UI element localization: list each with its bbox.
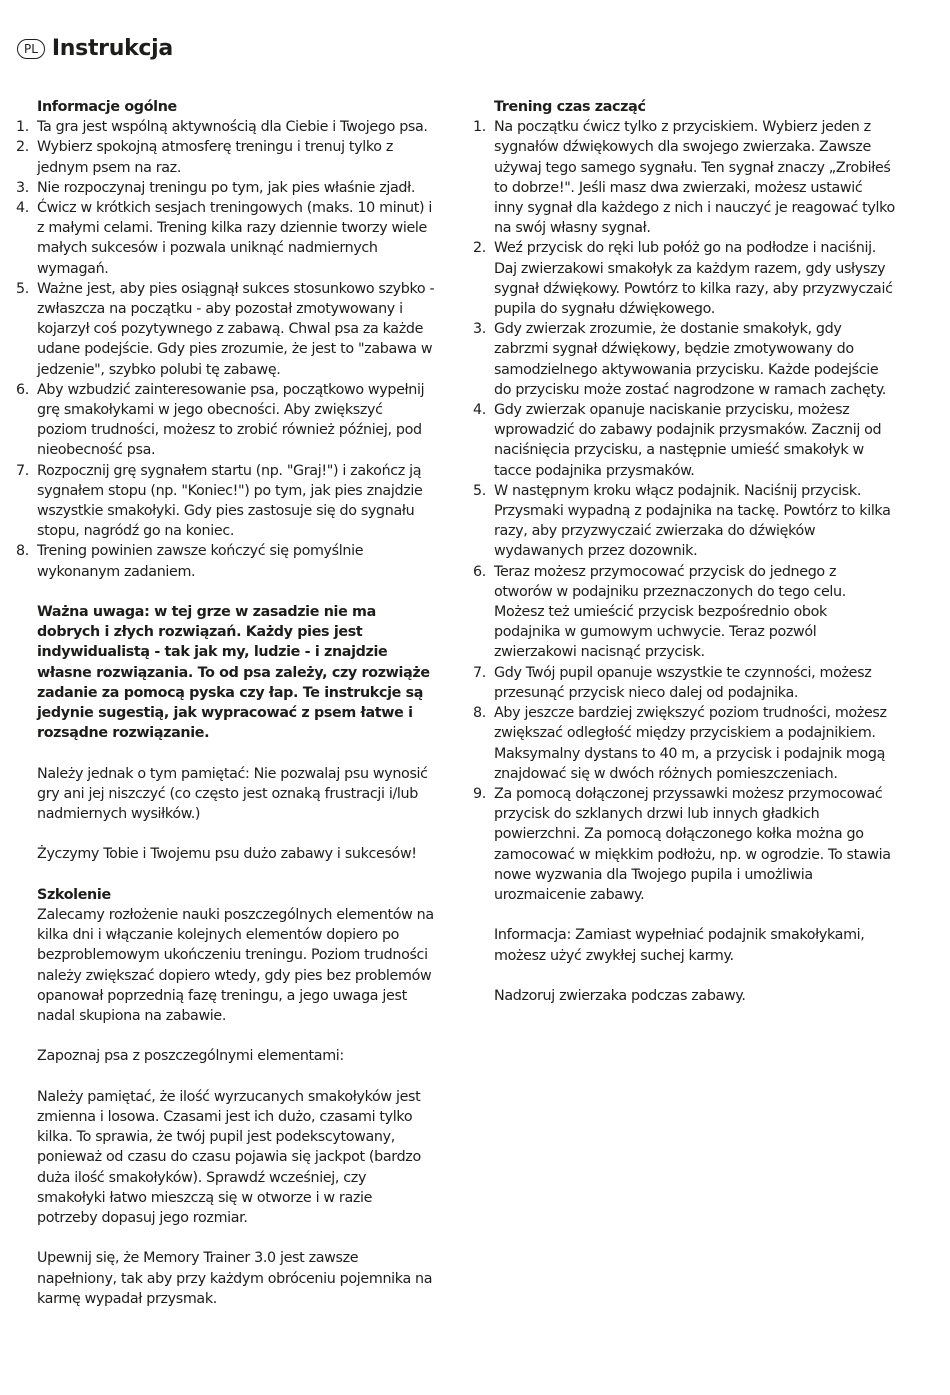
supervise-paragraph: Nadzoruj zwierzaka podczas zabawy. <box>494 987 746 1004</box>
list-item: 3. Gdy zwierzak zrozumie, że dostanie smakołyk, gdy zabrzmi sygnał dźwiękowy, będzie zmotywowany do samodzielnego aktywowania przycisku. Każde podejście do przycisku może zostać nagrodzone w ramach zachęty. <box>473 321 886 398</box>
important-note: Ważna uwaga: w tej grze w zasadzie nie ma dobrych i złych rozwiązań. Każdy pies jest indywidualistą - tak jak my, ludzie - i znajdzie własne rozwiązania. To od psa zależy, czy rozwiąże zadanie za pomocą pyska czy łap. Te instrukcje są jedynie sugestią, jak wypracować z psem łatwe i rozsądne rozwiązanie. <box>37 604 430 742</box>
language-badge: PL <box>17 39 45 59</box>
page-title: Instrukcja <box>51 36 173 61</box>
list-item: 5. Ważne jest, aby pies osiągnął sukces stosunkowo szybko - zwłaszcza na początku - aby pozostał zmotywowany i kojarzył coś pozytywnego z zabawą. Chwal psa za każde udane podejście. Gdy pies zrozumie, że jest to "zabawa w jedzenie", szybko polubi tę zabawę. <box>16 280 435 378</box>
general-info-heading: Informacje ogólne <box>37 99 177 115</box>
list-item: 8. Trening powinien zawsze kończyć się pomyślnie wykonanym zadaniem. <box>16 543 364 580</box>
list-item: 6. Aby wzbudzić zainteresowanie psa, początkowo wypełnij grę smakołykami w jego obecności. Aby zwiększyć poziom trudności, możesz to zrobić również później, pod nieobecność psa. <box>16 381 425 459</box>
training-heading: Szkolenie <box>37 886 111 903</box>
list-item: 6. Teraz możesz przymocować przycisk do jednego z otworów w podajniku przeznaczonych do tego celu. Możesz też umieścić przycisk bezpośrednio obok podajnika w gumowym uchwycie. Teraz pozwól zwierzakowi nacisnąć przycisk. <box>473 563 846 661</box>
list-item: 3. Nie rozpoczynaj treningu po tym, jak pies właśnie zjadł. <box>16 179 416 196</box>
page-header <box>17 36 173 61</box>
training-paragraph: Zalecamy rozłożenie nauki poszczególnych elementów na kilka dni i włączanie kolejnych elementów dopiero po bezproblemowym ukończeniu treningu. Poziom trudności należy zwiększać dopiero wtedy, gdy pies bez problemów opanował poprzednią fazę treningu, a jego uwaga jest nadal skupiona na zabawie. <box>37 907 434 1025</box>
remember-paragraph: Należy jednak o tym pamiętać: Nie pozwalaj psu wynosić gry ani jej niszczyć (co często jest oznaką frustracji i/lub nadmiernych wysiłków.) <box>37 765 428 823</box>
list-item: 4. Gdy zwierzak opanuje naciskanie przycisku, możesz wprowadzić do zabawy podajnik przysmaków. Zacznij od naciśnięcia przycisku, a następnie umieść smakołyk w tacce podajnika przysmaków. <box>473 402 882 479</box>
treats-paragraph: Należy pamiętać, że ilość wyrzucanych smakołyków jest zmienna i losowa. Czasami jest ich dużo, czasami tylko kilka. To sprawia, że twój pupil jest podekscytowany, ponieważ od czasu do czasu pojawia się jackpot (bardzo duża ilość smakołyków). Sprawdź wcześniej, czy smakołyki łatwo mieszczą się w otworze i w razie potrzeby dopasuj jego rozmiar. <box>37 1088 421 1227</box>
list-item: 1. Na początku ćwicz tylko z przyciskiem. Wybierz jeden z sygnałów dźwiękowych dla swojego zwierzaka. Zawsze używaj tego samego sygnału. Ten sygnał znaczy „Zrobiłeś to dobrze!". Jeśli masz dwa zwierzaki, możesz ustawić inny sygnał dla każdego z nich i nauczyć je reagować tylko na swój własny sygnał. <box>473 119 895 237</box>
list-item: 8. Aby jeszcze bardziej zwiększyć poziom trudności, możesz zwiększać odległość między przyciskiem a podajnikiem. Maksymalny dystans to 40 m, a przycisk i podajnik mogą znajdować się w dwóch różnych pomieszczeniach. <box>473 705 887 782</box>
list-item: 2. Wybierz spokojną atmosferę treningu i trenuj tylko z jednym psem na raz. <box>16 139 394 176</box>
list-item: 7. Gdy Twój pupil opanuje wszystkie te czynności, możesz przesunąć przycisk nieco dalej od podajnika. <box>473 664 872 701</box>
right-column <box>473 97 895 1006</box>
list-item: 2. Weź przycisk do ręki lub połóż go na podłodze i naciśnij. Daj zwierzakowi smakołyk za każdym razem, gdy usłyszy sygnał dźwiękowy. Powtórz to kilka razy, aby przyzwyczaić pupila do sygnału dźwiękowego. <box>473 240 893 318</box>
wish-paragraph: Życzymy Tobie i Twojemu psu dużo zabawy i sukcesów! <box>37 846 417 863</box>
info-paragraph: Informacja: Zamiast wypełniać podajnik smakołykami, możesz użyć zwykłej suchej karmy. <box>494 927 865 964</box>
start-training-heading: Trening czas zacząć <box>494 99 646 115</box>
elements-paragraph: Zapoznaj psa z poszczególnymi elementami: <box>37 1048 344 1065</box>
general-info-list <box>16 117 436 582</box>
list-item: 5. W następnym kroku włącz podajnik. Naciśnij przycisk. Przysmaki wypadną z podajnika na tackę. Powtórz to kilka razy, aby przyzwyczaić zwierzaka do dźwięków wydawanych przez dozownik. <box>473 482 891 560</box>
list-item: 4. Ćwicz w krótkich sesjach treningowych (maks. 10 minut) i z małymi celami. Trening kilka razy dziennie tworzy wiele małych sukcesów i pozwala uniknąć nadmiernych wymagań. <box>16 200 433 277</box>
filled-paragraph: Upewnij się, że Memory Trainer 3.0 jest zawsze napełniony, tak aby przy każdym obróceniu pojemnika na karmę wypadał przysmak. <box>37 1250 433 1307</box>
left-column <box>16 97 436 1309</box>
start-training-list <box>473 117 895 905</box>
list-item: 9. Za pomocą dołączonej przyssawki możesz przymocować przycisk do szklanych drzwi lub innych gładkich powierzchni. Za pomocą dołączonego kołka można go zamocować w miękkim podłożu, np. w ogrodzie. To stawia nowe wyzwania dla Twojego pupila i umożliwia urozmaicenie zabawy. <box>473 785 891 903</box>
list-item: 7. Rozpocznij grę sygnałem startu (np. "Graj!") i zakończ ją sygnałem stopu (np. "Koniec!") po tym, jak pies znajdzie wszystkie smakołyki. Gdy pies zastosuje się do sygnału stopu, nagródź go na koniec. <box>16 462 423 540</box>
list-item: 1. Ta gra jest wspólną aktywnością dla Ciebie i Twojego psa. <box>16 119 428 136</box>
